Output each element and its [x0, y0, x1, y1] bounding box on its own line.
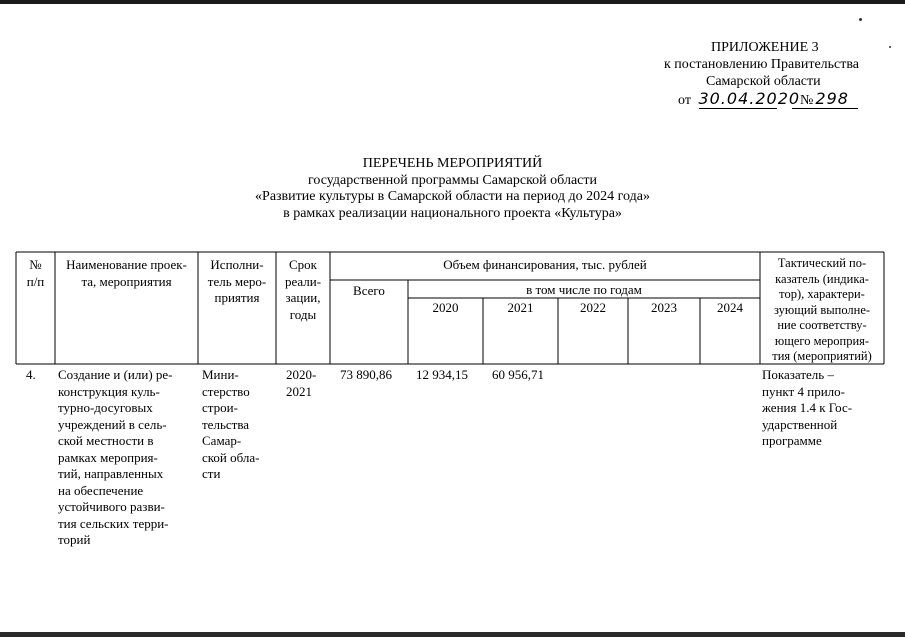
row-term: 2020- 2021	[286, 367, 317, 399]
appendix-resolution: к постановлению Правительства	[664, 57, 860, 72]
row-indicator: Показатель – пункт 4 прило- жения 1.4 к Гос- ударственной программе	[762, 367, 853, 448]
header-funding: Объем финансирования, тыс. рублей	[443, 257, 647, 272]
header-name: Наименование проек- та, мероприятия	[66, 257, 187, 289]
header-year-2023: 2023	[651, 300, 677, 315]
header-by-years: в том числе по годам	[526, 282, 642, 297]
header-year-2020: 2020	[432, 300, 459, 315]
header-total: Всего	[353, 283, 385, 298]
scan-speck	[889, 46, 891, 48]
title-line-1: ПЕРЕЧЕНЬ МЕРОПРИЯТИЙ	[362, 156, 543, 171]
header-term: Срок реали- зации, годы	[284, 257, 322, 322]
date-prefix: от	[678, 93, 691, 108]
appendix-title: ПРИЛОЖЕНИЕ 3	[711, 40, 819, 55]
title-line-2: государственной программы Самарской области	[308, 172, 597, 188]
handwritten-number: 298	[815, 89, 849, 108]
header-num: № п/п	[26, 257, 45, 289]
number-underline	[792, 108, 858, 109]
scan-border-bottom	[0, 632, 905, 637]
header-year-2022: 2022	[580, 300, 606, 315]
title-line-4: в рамках реализации национального проекта «Культура»	[283, 205, 622, 221]
title-line-3: «Развитие культуры в Самарской области на период до 2024 года»	[255, 189, 650, 204]
row-name: Создание и (или) ре- конструкция куль- турно-досуговых учреждений в сель- ской местности в рамках мероприя- тий, направленных на обеспечение устойчивого разви- тия сельских терри- торий	[58, 367, 173, 547]
row-2020: 12 934,15	[416, 367, 468, 382]
scan-border-top	[0, 0, 905, 4]
handwritten-date: 30.04.2020	[698, 89, 801, 108]
row-executor: Мини- стерство строи- тельства Самар- ской обла- сти	[202, 367, 260, 481]
row-num: 4.	[26, 367, 36, 382]
header-indicator: Тактический по- казатель (индика- тор), характери- зующий выполне- ние соответству- ющего мероприя- тия (мероприятий)	[772, 256, 872, 363]
header-year-2021: 2021	[507, 300, 534, 315]
header-year-2024: 2024	[717, 300, 743, 315]
appendix-region: Самарской области	[706, 74, 821, 89]
date-underline	[699, 108, 777, 109]
row-total: 73 890,86	[340, 367, 392, 382]
header-executor: Исполни- тель меро- приятия	[207, 257, 267, 305]
appendix-date-line	[678, 91, 849, 109]
number-sign: №	[800, 93, 814, 108]
scan-speck	[859, 18, 862, 21]
row-2021: 60 956,71	[492, 367, 544, 382]
document-title	[0, 156, 905, 222]
